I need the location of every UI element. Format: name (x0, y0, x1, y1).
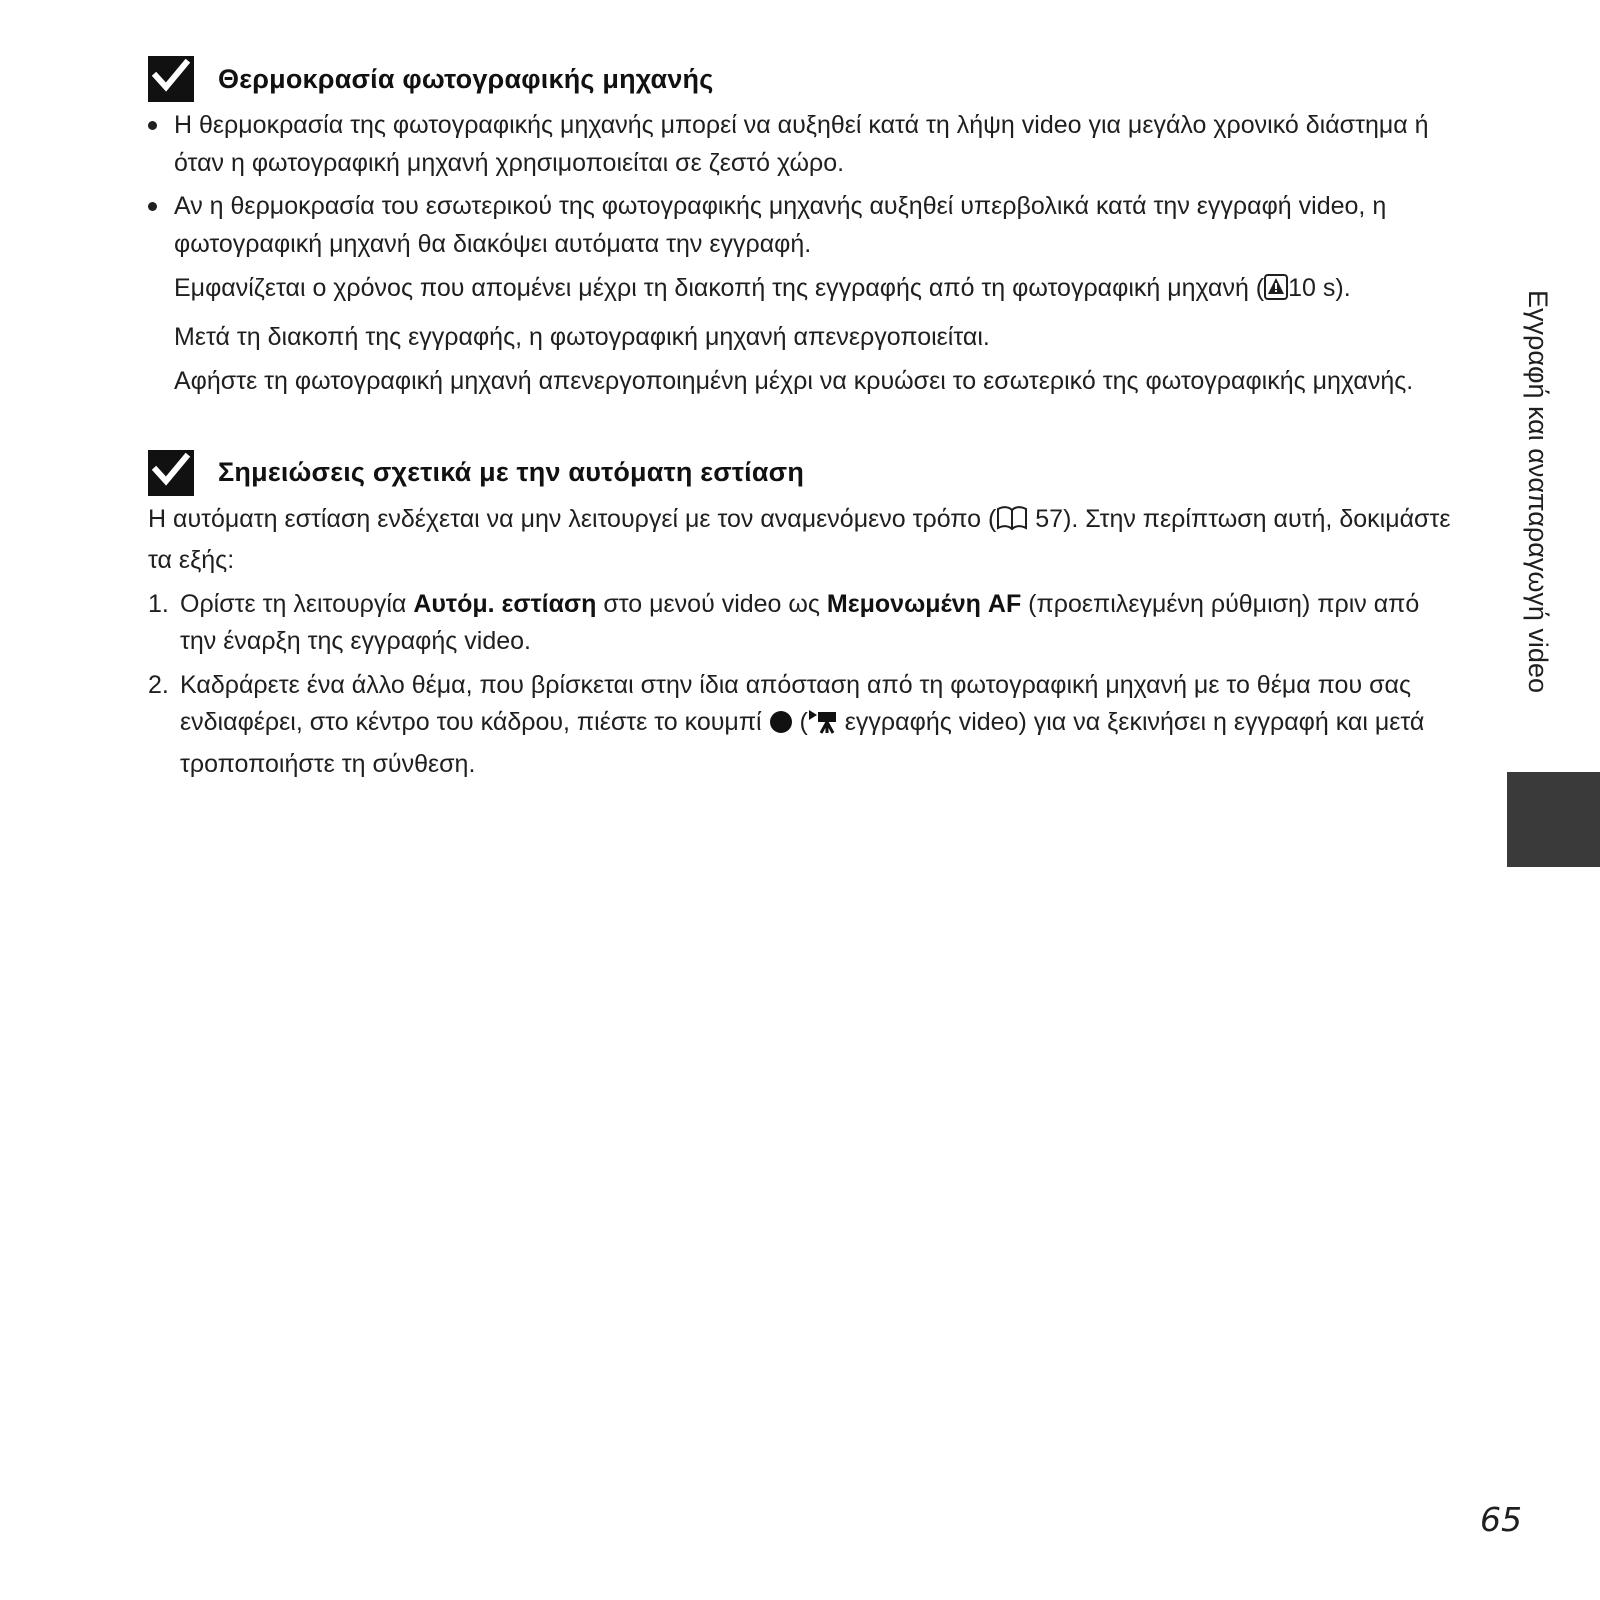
heading-text: Θερμοκρασία φωτογραφικής μηχανής (218, 63, 714, 94)
list-item-text: στο μενού video ως (596, 589, 827, 618)
bullet-icon (148, 202, 157, 211)
page-reference: 57 (1028, 504, 1064, 533)
list-item-text: Η θερμοκρασία της φωτογραφικής μηχανής μπορεί να αυξηθεί κατά τη λήψη video για μεγάλο χρονικό διάστημα ή όταν η φωτογραφική μηχανή χρησιμοποιείται σε ζεστό χώρο. (174, 111, 1429, 177)
list-item-text: εγγραφής video) για να ξεκινήσει η εγγραφή και μετά τροποποιήστε τη σύνθεση. (180, 708, 1425, 778)
remaining-time-value: 10 s (1288, 274, 1336, 302)
list-item (148, 188, 1458, 263)
page-number: 65 (1480, 1500, 1522, 1539)
record-button-icon (769, 708, 793, 746)
bullet-icon (148, 121, 157, 130)
intro-paragraph (148, 501, 1458, 580)
list-item-text: Αν η θερμοκρασία του εσωτερικού της φωτογραφικής μηχανής αυξηθεί υπερβολικά κατά την εγγραφή video, η φωτογραφική μηχανή θα διακόψει αυτόματα την εγγραφή. (174, 192, 1387, 258)
check-mark-icon (148, 450, 194, 496)
heading-text: Σημειώσεις σχετικά με την αυτόματη εστίαση (218, 457, 805, 487)
list-item (148, 586, 1458, 661)
list-number: 1. (148, 589, 169, 618)
menu-option-autofocus: Αυτόμ. εστίαση (413, 589, 597, 618)
section-heading (148, 55, 1458, 103)
menu-option-single-af: Μεμονωμένη AF (826, 589, 1022, 618)
list-item-text: Καδράρετε ένα άλλο θέμα, που βρίσκεται στην ίδια απόσταση από τη φωτογραφική μηχανή με το θέμα που σας ενδιαφέρει, στο κέντρο του κάδρου, πιέστε το κουμπί (180, 670, 1411, 736)
paragraph-text: Εμφανίζεται ο χρόνος που απομένει μέχρι τη διακοπή της εγγραφής από τη φωτογραφική μηχανή ( (174, 274, 1265, 302)
paragraph-text: Η αυτόματη εστίαση ενδέχεται να μην λειτουργεί με τον αναμενόμενο τρόπο ( (148, 504, 997, 533)
book-reference-icon (996, 505, 1028, 543)
list-item-text: ( (792, 708, 808, 736)
list-item (148, 667, 1458, 784)
chapter-tab (1507, 772, 1600, 867)
paragraph: Αφήστε τη φωτογραφική μηχανή απενεργοποιημένη μέχρι να κρυώσει το εσωτερικό της φωτογραφικής μηχανής. (174, 367, 1414, 395)
check-mark-icon (148, 56, 194, 102)
paragraph: Μετά τη διακοπή της εγγραφής, η φωτογραφική μηχανή απενεργοποιείται. (174, 322, 990, 351)
movie-record-icon (808, 708, 838, 746)
temperature-warning-icon (1264, 274, 1288, 312)
section-camera-temperature (148, 55, 1458, 401)
list-item-text: (προεπιλεγμένη ρύθμιση) πριν από την έναρξη της εγγραφής video. (180, 589, 1420, 655)
bullet-list (148, 107, 1458, 263)
numbered-list (148, 586, 1458, 784)
list-item-text: Ορίστε τη λειτουργία (180, 589, 414, 618)
chapter-side-label: Εγγραφή και αναπαραγωγή video (1523, 290, 1553, 693)
document-body (148, 55, 1458, 783)
list-number: 2. (148, 670, 169, 699)
paragraph-remaining-time (148, 270, 1458, 312)
paragraph-text: ). (1335, 274, 1351, 302)
paragraph-text: ). Στην περίπτωση αυτή, δοκιμάστε τα εξής: (148, 504, 1451, 574)
section-heading (148, 449, 1458, 497)
list-item (148, 107, 1458, 182)
section-autofocus-notes (148, 449, 1458, 784)
